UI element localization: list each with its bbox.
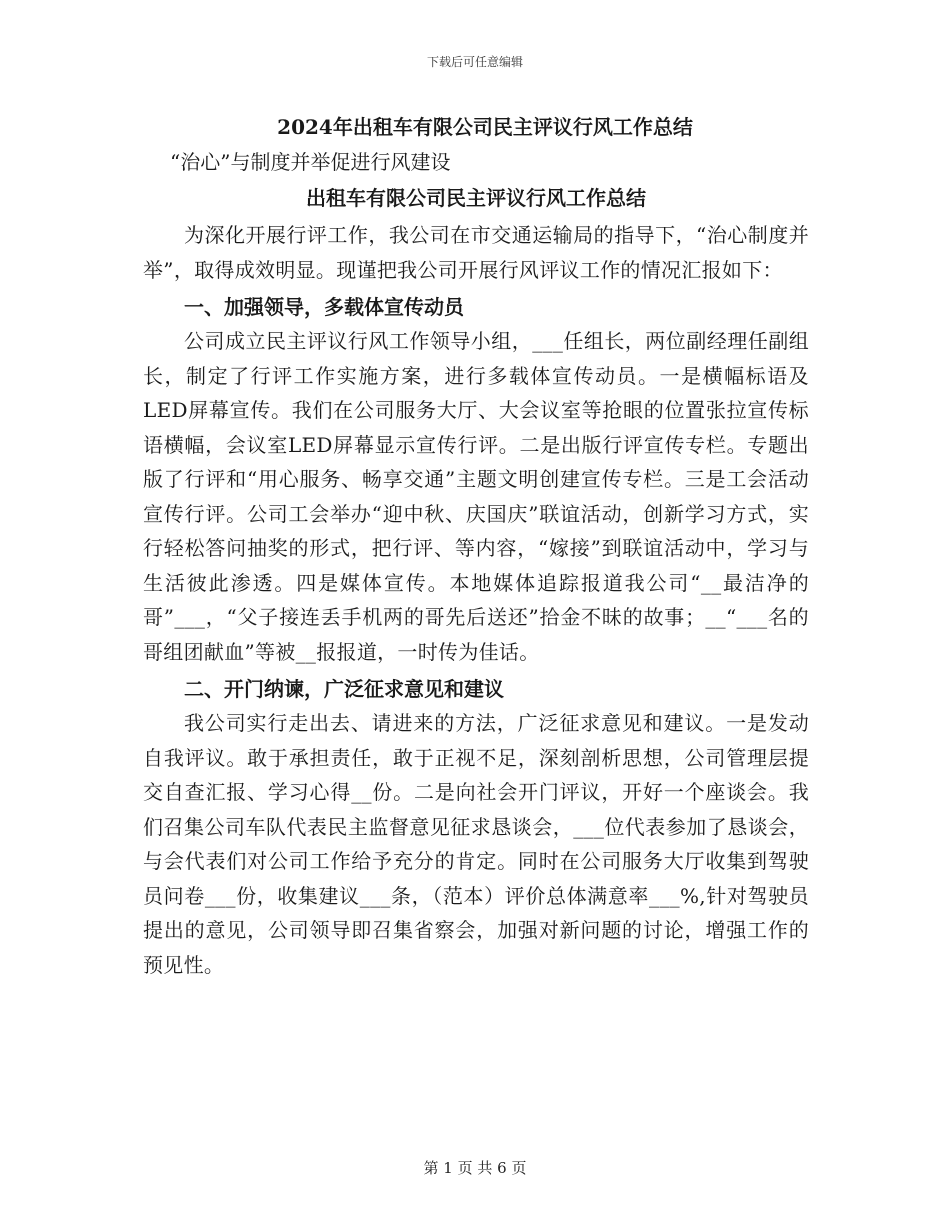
section-heading-2: 二、开门纳谏，广泛征求意见和建议 [184,677,504,701]
section-body-2: 我公司实行走出去、请进来的方法，广泛征求意见和建议。一是发动自我评议。敢于承担责任，敢于正视不足，深刻剖析思想，公司管理层提交自查汇报、学习心得__份。二是向社会开门评议，开好一个座谈会。我们召集公司车队代表民主监督意见征求恳谈会，___位代表参加了恳谈会，与会代表们对公司工作给予充分的肯定。同时在公司服务大厅收集到驾驶员问卷___份，收集建议___条，（范本）评价总体满意率___%,针对驾驶员提出的意见，公司领导即召集省察会，加强对新问题的讨论，增强工作的预见性。 [143,711,809,977]
document-subtitle-secondary: 出租车有限公司民主评议行风工作总结 [306,186,646,210]
page-header-note: 下载后可任意编辑 [426,55,523,69]
document-subtitle: “治心”与制度并举促进行风建设 [170,150,451,174]
document-title: 2024年出租车有限公司民主评议行风工作总结 [277,115,693,139]
intro-paragraph: 为深化开展行评工作，我公司在市交通运输局的指导下，“治心制度并举”，取得成效明显。现谨把我公司开展行风评议工作的情况汇报如下： [143,223,809,282]
page-number: 第 1 页 共 6 页 [423,1159,527,1177]
section-body-1: 公司成立民主评议行风工作领导小组，___任组长，两位副经理任副组长，制定了行评工作实施方案，进行多载体宣传动员。一是横幅标语及LED屏幕宣传。我们在公司服务大厅、大会议室等抢眼的位置张拉宣传标语横幅，会议室LED屏幕显示宣传行评。二是出版行评宣传专栏。专题出版了行评和“用心服务、畅享交通”主题文明创建宣传专栏。三是工会活动宣传行评。公司工会举办“迎中秋、庆国庆”联谊活动，创新学习方式，实行轻松答问抽奖的形式，把行评、等内容，“嫁接”到联谊活动中，学习与生活彼此渗透。四是媒体宣传。本地媒体追踪报道我公司“__最洁净的哥”___，“父子接连丢手机两的哥先后送还”拾金不昧的故事；__“___名的哥组团献血”等被__报报道，一时传为佳话。 [143,329,809,664]
section-heading-1: 一、加强领导，多载体宣传动员 [184,295,464,319]
document-body [143,112,809,982]
